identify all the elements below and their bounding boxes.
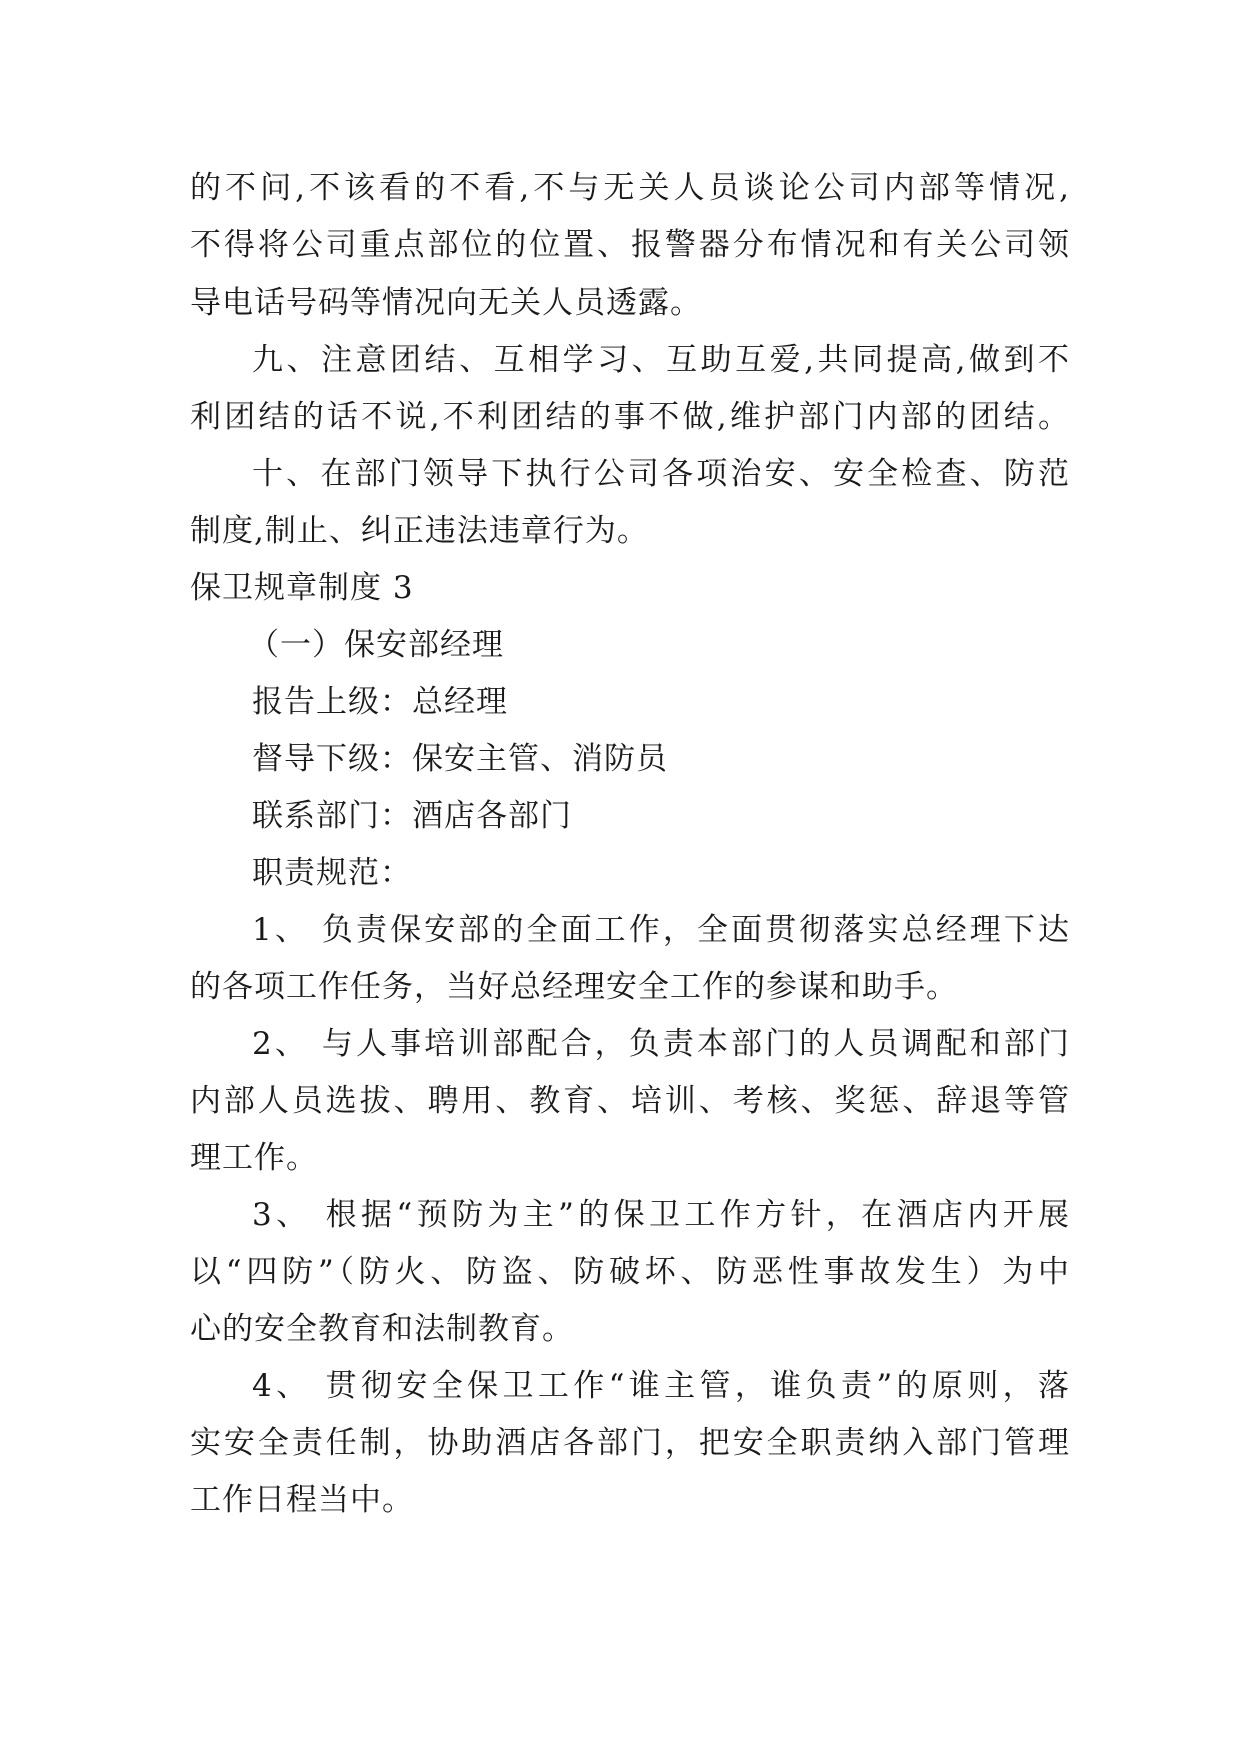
- item-9-line-1: 九、注意团结、互相学习、互助互爱,共同提高,做到不: [252, 342, 1070, 378]
- liaison-departments: 联系部门：酒店各部门: [252, 798, 572, 834]
- section-heading: 保卫规章制度 3: [190, 570, 414, 606]
- duty-4-line-1: 4、 贯彻安全保卫工作“谁主管，谁负责”的原则，落: [252, 1368, 1070, 1404]
- duty-2-line-1: 2、 与人事培训部配合，负责本部门的人员调配和部门: [252, 1026, 1070, 1062]
- duty-2-line-3: 理工作。: [190, 1140, 318, 1176]
- duty-3-line-3: 心的安全教育和法制教育。: [190, 1311, 574, 1347]
- text-line-1: 的不问,不该看的不看,不与无关人员谈论公司内部等情况,: [190, 170, 1070, 206]
- duty-3-line-2: 以“四防”（防火、防盗、防破坏、防恶性事故发生）为中: [190, 1254, 1070, 1290]
- supervise: 督导下级：保安主管、消防员: [252, 741, 668, 777]
- duty-4-line-2: 实安全责任制，协助酒店各部门，把安全职责纳入部门管理: [190, 1425, 1070, 1461]
- text-line-2: 不得将公司重点部位的位置、报警器分布情况和有关公司领: [190, 227, 1070, 263]
- duty-2-line-2: 内部人员选拔、聘用、教育、培训、考核、奖惩、辞退等管: [190, 1083, 1070, 1119]
- item-10-line-2: 制度,制止、纠正违法违章行为。: [190, 513, 649, 549]
- item-9-line-2: 利团结的话不说,不利团结的事不做,维护部门内部的团结。: [190, 399, 1070, 435]
- item-10-line-1: 十、在部门领导下执行公司各项治安、安全检查、防范: [252, 456, 1070, 492]
- duty-3-line-1: 3、 根据“预防为主”的保卫工作方针，在酒店内开展: [252, 1197, 1070, 1233]
- duty-4-line-3: 工作日程当中。: [190, 1482, 414, 1518]
- report-to: 报告上级：总经理: [252, 684, 508, 720]
- subsection-title: （一）保安部经理: [248, 627, 504, 663]
- duty-1-line-1: 1、 负责保安部的全面工作，全面贯彻落实总经理下达: [252, 912, 1070, 948]
- duties-heading: 职责规范：: [252, 855, 412, 891]
- duty-1-line-2: 的各项工作任务，当好总经理安全工作的参谋和助手。: [190, 969, 958, 1005]
- text-line-3: 导电话号码等情况向无关人员透露。: [190, 285, 702, 321]
